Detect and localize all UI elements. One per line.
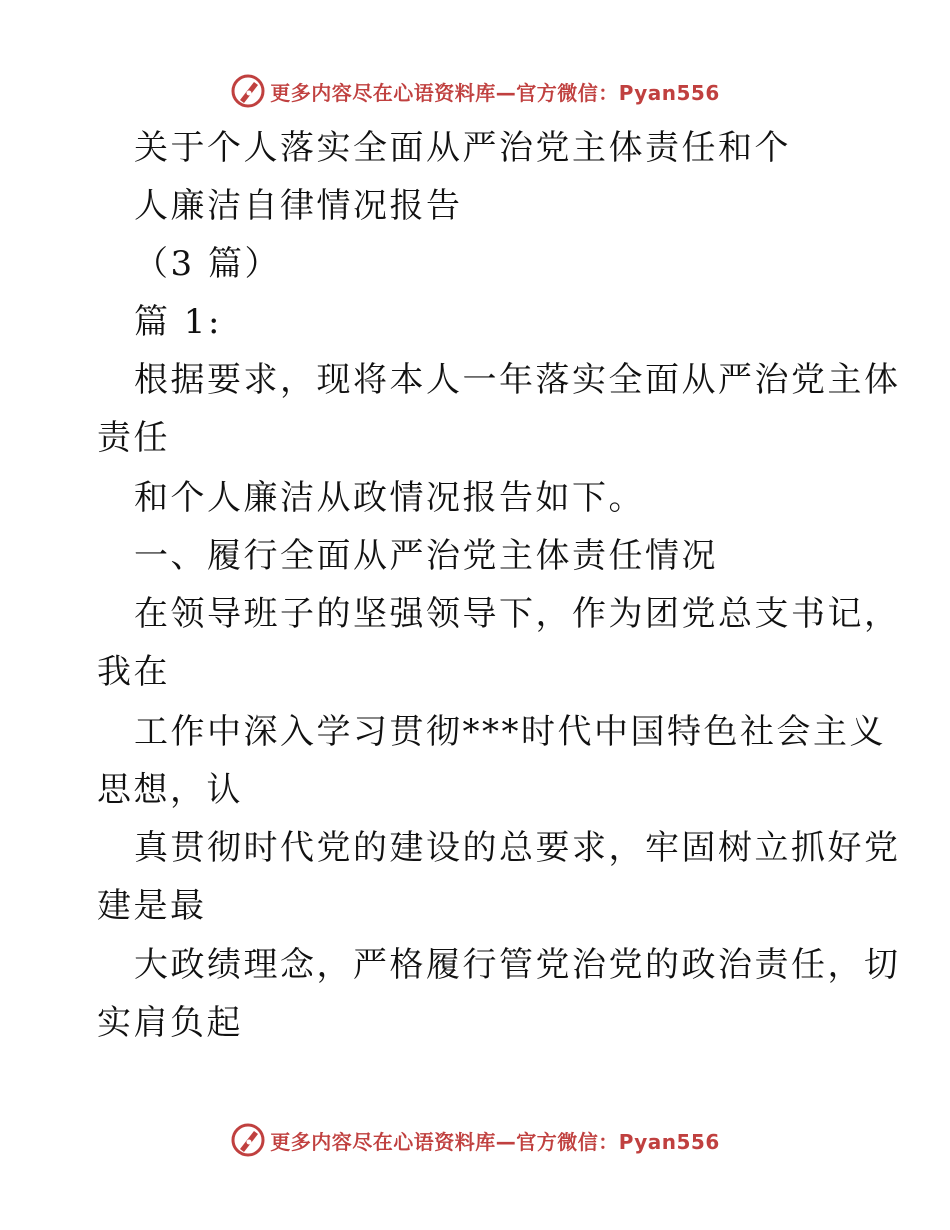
paragraph-line: 在领导班子的坚强领导下，作为团党总支书记，	[134, 594, 901, 634]
document-title-line-2: 人廉洁自律情况报告	[134, 186, 463, 226]
document-count: （3 篇）	[134, 244, 281, 284]
section-heading: 一、履行全面从严治党主体责任情况	[134, 536, 718, 576]
paragraph-line: 根据要求，现将本人一年落实全面从严治党主体	[134, 360, 901, 400]
watermark-banner-bottom	[0, 1120, 950, 1160]
paragraph-line: 责任	[97, 418, 170, 458]
paragraph-line: 我在	[97, 652, 170, 692]
paragraph-line: 大政绩理念，严格履行管党治党的政治责任，切	[134, 945, 901, 985]
paragraph-line: 建是最	[97, 886, 207, 926]
pen-logo-icon	[230, 73, 266, 109]
paragraph-line: 实肩负起	[97, 1003, 243, 1043]
paragraph-line: 真贯彻时代党的建设的总要求，牢固树立抓好党	[134, 828, 901, 868]
watermark-banner-top	[0, 71, 950, 111]
document-title-line-1: 关于个人落实全面从严治党主体责任和个	[134, 128, 791, 168]
paragraph-line: 和个人廉洁从政情况报告如下。	[134, 478, 645, 518]
watermark-text: 更多内容尽在心语资料库—官方微信：Pyan556	[270, 1129, 720, 1154]
pen-logo-icon	[230, 1122, 266, 1158]
paragraph-line: 思想，认	[97, 770, 243, 810]
part-heading: 篇 1:	[134, 302, 222, 342]
watermark-text: 更多内容尽在心语资料库—官方微信：Pyan556	[270, 80, 720, 105]
paragraph-line: 工作中深入学习贯彻***时代中国特色社会主义	[134, 712, 886, 752]
